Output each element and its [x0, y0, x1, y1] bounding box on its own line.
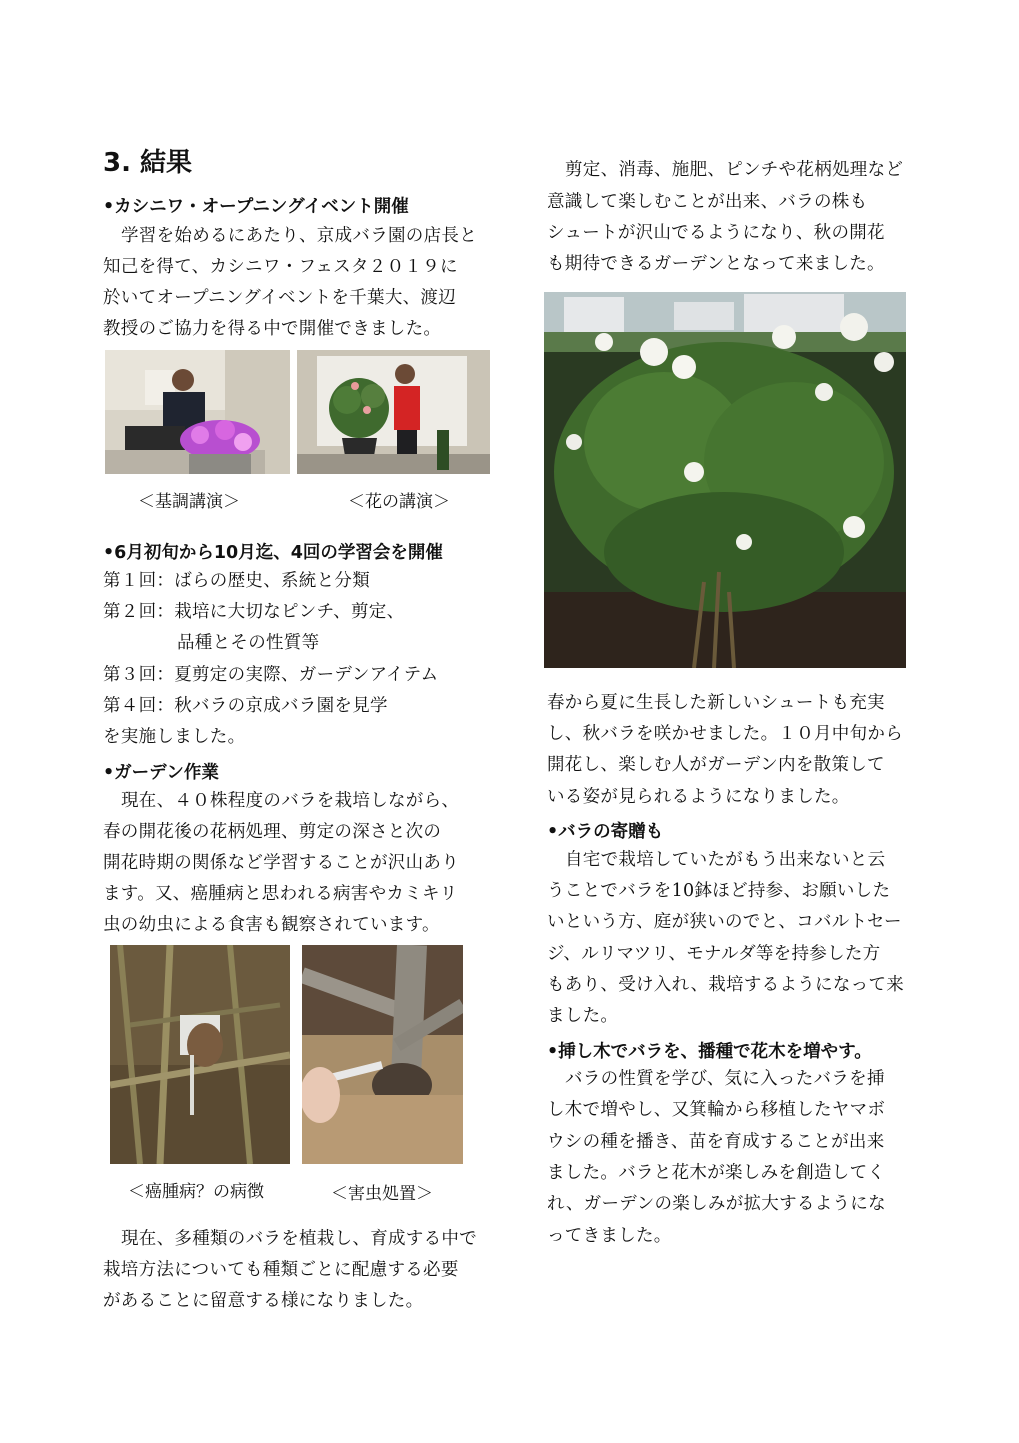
heading-rose-donation: •バラの寄贈も	[547, 822, 664, 842]
pest-treatment-photo	[302, 945, 463, 1164]
paragraph-line: 栽培方法についても種類ごとに配慮する必要	[103, 1260, 459, 1280]
paragraph-line: し、秋バラを咲かせました。１０月中旬から	[547, 724, 903, 744]
paragraph-line: いという方、庭が狭いのでと、コバルトセー	[547, 912, 902, 932]
session-item: 第３回：夏剪定の実際、ガーデンアイテム	[103, 665, 439, 685]
paragraph-line: ました。バラと花木が楽しみを創造してく	[547, 1163, 886, 1183]
paragraph-line: シュートが沢山でるようになり、秋の開花	[547, 223, 885, 243]
paragraph-line: し木で増やし、又箕輪から移植したヤマボ	[547, 1100, 886, 1120]
paragraph-line: うことでバラを10鉢ほど持参、お願いした	[547, 881, 891, 901]
flower-lecture-photo	[297, 350, 490, 474]
paragraph-line: 知己を得て、カシニワ・フェスタ２０１９に	[103, 257, 458, 277]
paragraph-line: 開花し、楽しむ人がガーデン内を散策して	[547, 755, 885, 775]
paragraph-line: バラの性質を学び、気に入ったバラを挿	[565, 1069, 885, 1089]
paragraph-line: 春から夏に生長した新しいシュートも充実	[547, 693, 885, 713]
session-item: を実施しました。	[103, 727, 246, 747]
caption-pest-treatment: ＜害虫処置＞	[331, 1184, 433, 1204]
paragraph-line: 学習を始めるにあたり、京成バラ園の店長と	[121, 226, 477, 246]
crown-gall-photo	[110, 945, 290, 1164]
paragraph-line: があることに留意する様になりました。	[103, 1291, 424, 1311]
paragraph-line: 教授のご協力を得る中で開催できました。	[103, 319, 442, 339]
paragraph-line: も期待できるガーデンとなって来ました。	[547, 254, 885, 274]
paragraph-line: 剪定、消毒、施肥、ピンチや花柄処理など	[565, 160, 904, 180]
session-item: 第４回：秋バラの京成バラ園を見学	[103, 696, 388, 716]
paragraph-line: 虫の幼虫による食害も観察されています。	[103, 915, 440, 935]
paragraph-line: いる姿が見られるようになりました。	[547, 787, 850, 807]
paragraph-line: ジ、ルリマツリ、モナルダ等を持参した方	[547, 944, 881, 964]
heading-garden-work: •ガーデン作業	[103, 763, 219, 783]
paragraph-line: もあり、受け入れ、栽培するようになって来	[547, 975, 905, 995]
paragraph-line: 現在、多種類のバラを植栽し、育成する中で	[121, 1229, 477, 1249]
heading-opening-event: •カシニワ・オープニングイベント開催	[103, 197, 409, 217]
session-item: 品種とその性質等	[177, 633, 320, 653]
session-item: 第１回：ばらの歴史、系統と分類	[103, 571, 370, 591]
caption-flower-lecture: ＜花の講演＞	[348, 492, 450, 512]
paragraph-line: ました。	[547, 1006, 619, 1026]
session-item: 第２回：栽培に大切なピンチ、剪定、	[103, 602, 405, 622]
paragraph-line: ってきました。	[547, 1226, 672, 1246]
caption-crown-gall: ＜癌腫病？の病徴	[128, 1182, 264, 1202]
keynote-lecture-photo	[105, 350, 290, 474]
paragraph-line: 春の開花後の花柄処理、剪定の深さと次の	[103, 822, 442, 842]
paragraph-line: 於いてオープニングイベントを千葉大、渡辺	[103, 288, 457, 308]
section-title: 3. 結果	[103, 148, 193, 178]
paragraph-line: 自宅で栽培していたがもう出来ないと云	[565, 850, 886, 870]
paragraph-line: ウシの種を播き、苗を育成することが出来	[547, 1132, 885, 1152]
caption-keynote: ＜基調講演＞	[138, 492, 240, 512]
paragraph-line: 開花時期の関係など学習することが沢山あり	[103, 853, 459, 873]
paragraph-line: れ、ガーデンの楽しみが拡大するようにな	[547, 1194, 886, 1214]
heading-propagation: •挿し木でバラを、播種で花木を増やす。	[547, 1042, 872, 1062]
rose-bush-photo	[544, 292, 906, 668]
paragraph-line: 意識して楽しむことが出来、バラの株も	[547, 192, 868, 212]
paragraph-line: ます。又、癌腫病と思われる病害やカミキリ	[103, 884, 458, 904]
paragraph-line: 現在、４０株程度のバラを栽培しながら、	[121, 791, 460, 811]
heading-study-sessions: •6月初旬から10月迄、4回の学習会を開催	[103, 543, 443, 563]
